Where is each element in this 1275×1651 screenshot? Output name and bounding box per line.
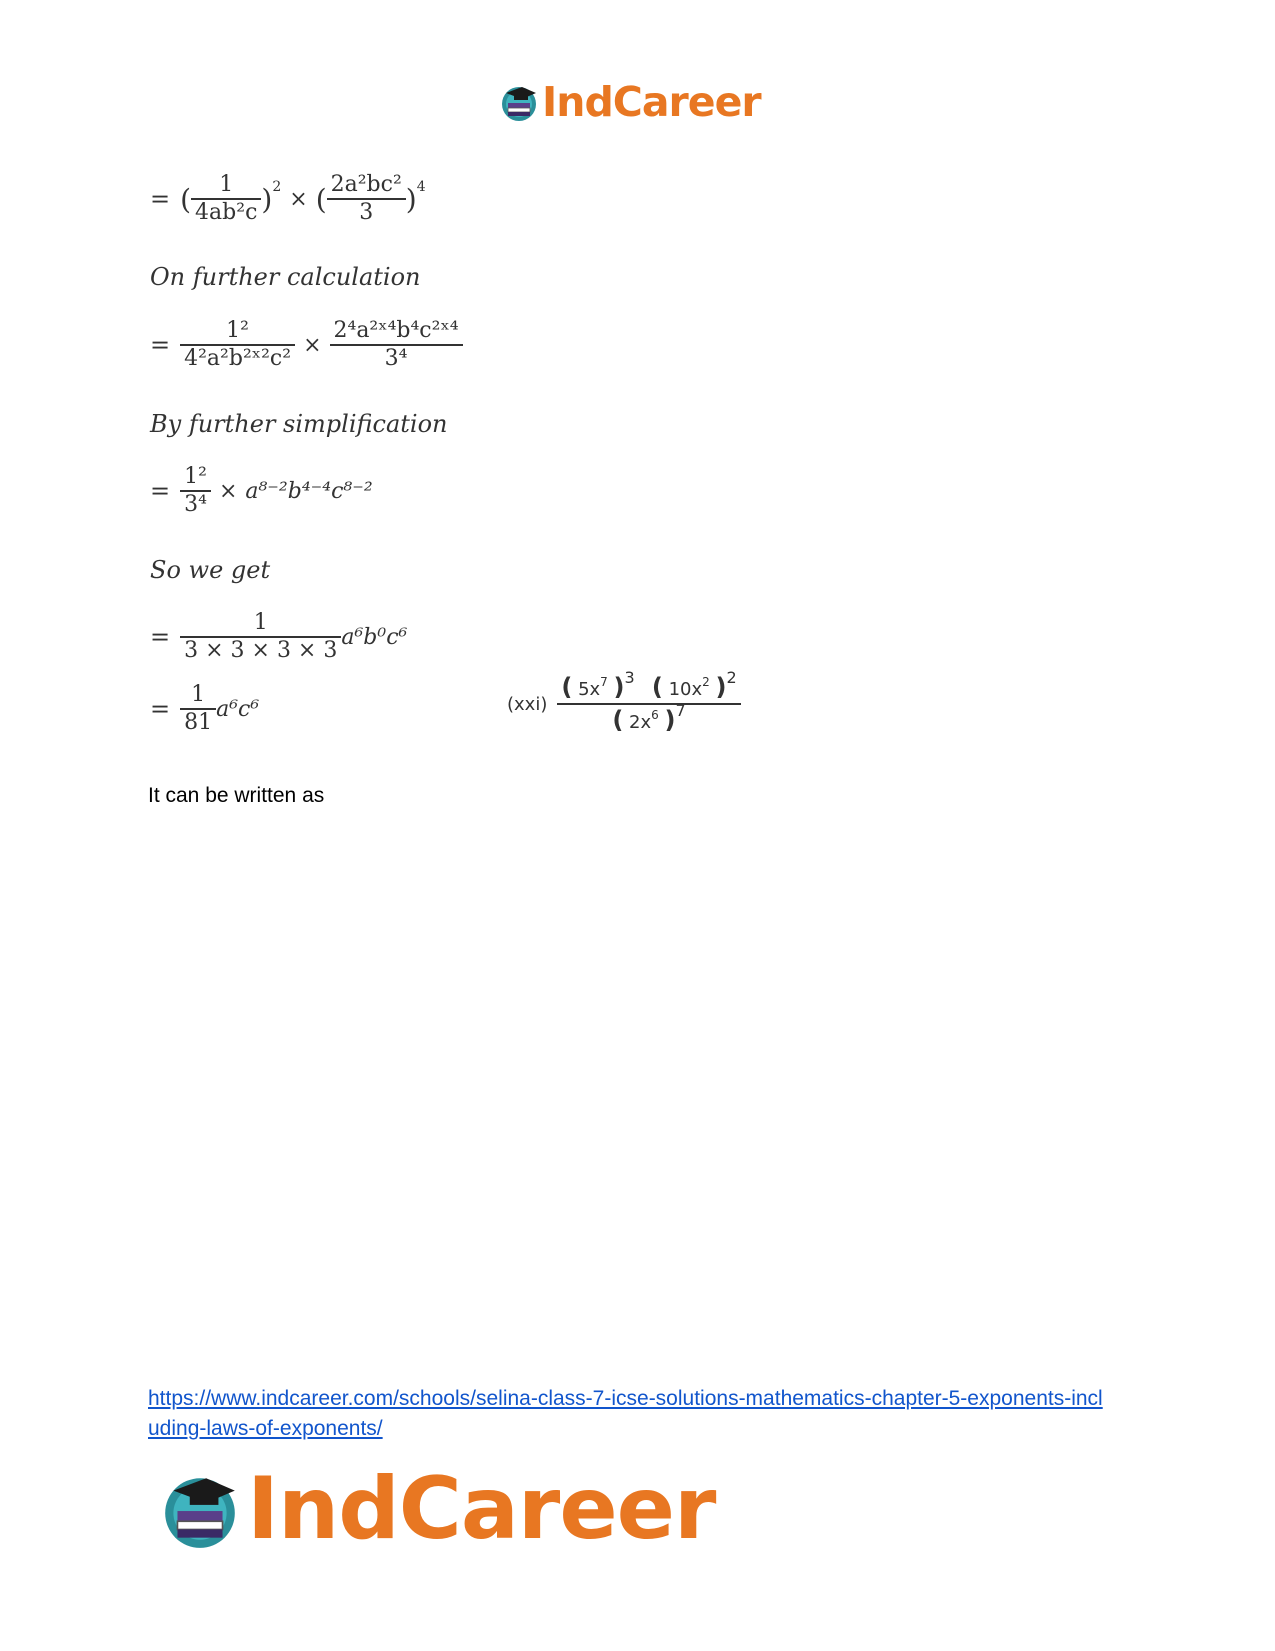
question-xxi xyxy=(507,668,741,736)
term-exponent: 6 xyxy=(651,708,659,723)
equals-sign: = xyxy=(150,695,171,724)
paren: ( xyxy=(561,673,573,701)
denominator: 3⁴ xyxy=(184,491,207,517)
question-denominator xyxy=(608,701,689,736)
equals-sign: = xyxy=(150,331,171,360)
group-exponent: 7 xyxy=(675,701,686,721)
term-exponent: 2 xyxy=(702,675,710,689)
logo-text: IndCareer xyxy=(542,78,761,126)
question-numerator xyxy=(557,668,740,703)
solution-line-3 xyxy=(150,464,373,518)
body-text: It can be written as xyxy=(148,784,325,807)
denominator: 3 xyxy=(359,199,374,225)
footer-url-link[interactable]: https://www.indcareer.com/schools/selina-class-7-icse-solutions-mathematics-chapter-5-exponents-including-laws-of-exponents/ xyxy=(148,1387,1103,1440)
step-label: On further calculation xyxy=(150,263,421,291)
fraction xyxy=(330,318,463,372)
numerator: 1² xyxy=(226,318,249,343)
equals-sign: = xyxy=(150,477,171,506)
denominator: 3⁴ xyxy=(384,345,408,371)
paren: ) xyxy=(261,182,273,216)
term-base: 5x xyxy=(578,679,601,700)
fraction xyxy=(180,610,341,664)
numerator: 1 xyxy=(253,610,268,635)
paren: ( xyxy=(180,182,192,216)
term-base: 10x xyxy=(668,679,703,700)
times-sign: × xyxy=(218,478,238,504)
group-exponent: 3 xyxy=(624,668,635,687)
paren: ( xyxy=(315,182,327,216)
group-exponent: 2 xyxy=(726,668,737,687)
graduation-cap-book-globe-icon xyxy=(498,81,540,123)
step-label: So we get xyxy=(150,556,271,584)
paren: ) xyxy=(715,673,727,701)
paren: ( xyxy=(651,673,663,701)
paren: ) xyxy=(613,673,625,701)
solution-line-4 xyxy=(150,610,407,664)
numerator: 1² xyxy=(184,464,207,489)
denominator: 81 xyxy=(184,709,213,735)
numerator: 2⁴a²ˣ⁴b⁴c²ˣ⁴ xyxy=(333,318,459,343)
numerator: 1 xyxy=(191,682,206,707)
equals-sign: = xyxy=(150,623,171,652)
paren: ) xyxy=(405,182,417,216)
paren: ) xyxy=(664,706,676,735)
denominator: 4²a²b²ˣ²c² xyxy=(184,345,292,371)
times-sign: × xyxy=(303,332,322,358)
fraction xyxy=(327,172,406,226)
question-fraction xyxy=(557,668,740,736)
times-sign: × xyxy=(289,186,308,212)
fraction xyxy=(180,318,295,372)
logo-text: IndCareer xyxy=(247,1459,716,1559)
expression: a⁶c⁶ xyxy=(216,696,260,722)
exponent: 2 xyxy=(272,179,282,196)
solution-line-2 xyxy=(150,318,463,372)
denominator: 3 × 3 × 3 × 3 xyxy=(184,637,338,663)
graduation-cap-book-globe-icon xyxy=(157,1466,243,1552)
paren: ( xyxy=(612,706,624,735)
question-label: (xxi) xyxy=(507,693,548,715)
term-exponent: 7 xyxy=(600,675,608,689)
numerator: 1 xyxy=(219,172,234,197)
expression: a⁶b⁰c⁶ xyxy=(341,624,408,650)
fraction xyxy=(191,172,261,226)
denominator: 4ab²c xyxy=(195,199,258,225)
numerator: 2a²bc² xyxy=(330,172,402,197)
footer-logo xyxy=(157,1460,715,1558)
term-base: 2x xyxy=(629,712,652,734)
step-label: By further simplification xyxy=(150,410,448,438)
fraction xyxy=(180,682,216,736)
solution-line-1 xyxy=(150,172,426,226)
solution-line-5 xyxy=(150,682,259,736)
equals-sign: = xyxy=(150,185,171,214)
fraction xyxy=(180,464,211,518)
exponent: 4 xyxy=(416,179,426,196)
expression: a⁸⁻²b⁴⁻⁴c⁸⁻² xyxy=(245,478,373,504)
header-logo xyxy=(498,78,761,126)
